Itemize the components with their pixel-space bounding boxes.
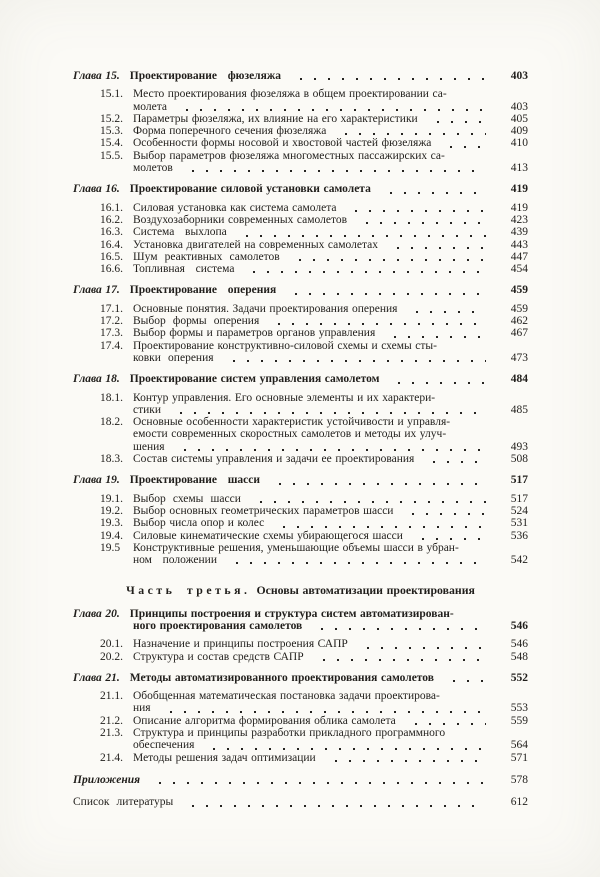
- toc-item-entry: [73, 690, 528, 715]
- page-number: 409: [510, 125, 528, 138]
- entry-label: 15.3.: [100, 125, 123, 138]
- entry-label: 19.3.: [100, 517, 123, 530]
- entry-text: Конструктивные решения, уменьшающие объемы шасси в убран-: [133, 541, 459, 554]
- toc-row: [73, 327, 528, 339]
- dot-leader: [345, 202, 486, 214]
- entry-label: 18.3.: [100, 453, 123, 466]
- dot-leader: [226, 554, 486, 566]
- dot-leader: [380, 183, 486, 195]
- toc-item-entry: [73, 137, 528, 149]
- part-title: Основы автоматизации проектирования: [256, 583, 475, 598]
- dot-leader: [223, 352, 486, 364]
- dot-leader: [356, 214, 486, 226]
- toc-item-entry: [73, 416, 528, 453]
- toc-row: [73, 542, 528, 554]
- entry-text: Топливная система: [133, 263, 235, 276]
- toc-item-entry: [73, 542, 528, 567]
- dot-leader: [285, 284, 486, 296]
- entry-text: Проектирование фюзеляжа: [129, 70, 281, 82]
- toc-row: [73, 373, 528, 385]
- toc-item-entry: [73, 202, 528, 214]
- toc-row: [73, 608, 528, 620]
- entry-label: 15.1.: [100, 88, 123, 101]
- toc-row: [73, 162, 528, 174]
- entry-text: Форма поперечного сечения фюзеляжа: [133, 125, 327, 138]
- entry-label: 18.2.: [100, 416, 123, 429]
- page-number: 571: [510, 751, 528, 764]
- entry-text: Особенности формы носовой и хвостовой частей фюзеляжа: [133, 137, 432, 150]
- dot-leader: [402, 505, 486, 517]
- entry-text: Выбор формы оперения: [133, 315, 260, 328]
- page-number: 508: [510, 453, 528, 466]
- page-number: 548: [510, 650, 528, 663]
- toc-item-entry: [73, 113, 528, 125]
- toc-row: [73, 474, 528, 486]
- toc-row: [73, 202, 528, 214]
- page-number: 552: [510, 671, 528, 684]
- toc-chapter-entry: [73, 70, 528, 82]
- dot-leader: [182, 796, 486, 808]
- entry-text: Состав системы управления и задачи ее проектирования: [133, 453, 415, 466]
- dot-leader: [384, 327, 486, 339]
- toc-part-heading: [73, 584, 528, 596]
- entry-text: Шум реактивных самолетов: [133, 250, 280, 263]
- toc-row: [73, 113, 528, 125]
- entry-label: Глава 19.: [73, 474, 120, 487]
- toc-row: [73, 727, 528, 739]
- entry-text: Структура и принципы разработки прикладного программного: [133, 727, 446, 740]
- toc-row: [73, 226, 528, 238]
- entry-label: 21.3.: [100, 727, 123, 740]
- toc-item-entry: [73, 392, 528, 417]
- entry-label: 16.2.: [100, 213, 123, 226]
- toc-item-entry: [73, 752, 528, 764]
- entry-label: 21.1.: [100, 690, 123, 703]
- dot-leader: [290, 70, 486, 82]
- page-number: 410: [510, 137, 528, 150]
- toc-item-entry: [73, 340, 528, 365]
- entry-text: обеспечения: [133, 739, 195, 752]
- entry-text: молета: [133, 100, 167, 113]
- page-number: 459: [510, 284, 528, 297]
- dot-leader: [289, 251, 486, 263]
- dot-leader: [335, 125, 486, 137]
- dot-leader: [176, 101, 486, 113]
- dot-leader: [203, 739, 486, 751]
- entry-text: Описание алгоритма формирования облика самолета: [133, 714, 396, 727]
- toc-chapter-entry: [73, 474, 528, 486]
- dot-leader: [427, 113, 486, 125]
- dot-leader: [423, 453, 486, 465]
- page-number: 473: [510, 351, 528, 364]
- entry-label: 15.5.: [100, 149, 123, 162]
- entry-label: 16.5.: [100, 250, 123, 263]
- toc-item-entry: [73, 125, 528, 137]
- toc-item-entry: [73, 263, 528, 275]
- toc-row: [73, 150, 528, 162]
- toc-item-entry: [73, 638, 528, 650]
- entry-text: Выбор параметров фюзеляжа многоместных пассажирских са-: [133, 149, 445, 162]
- entry-label: Глава 15.: [73, 70, 120, 82]
- page-number: 443: [510, 238, 528, 251]
- entry-label: Глава 21.: [73, 671, 120, 684]
- toc-item-entry: [73, 214, 528, 226]
- toc-row: [73, 796, 528, 808]
- page-number: 419: [510, 183, 528, 196]
- toc-row: [73, 416, 528, 428]
- page-number: 467: [510, 327, 528, 340]
- entry-label: 19.4.: [100, 529, 123, 542]
- dot-leader: [250, 493, 486, 505]
- entry-label: 19.1.: [100, 492, 123, 505]
- toc-item-entry: [73, 505, 528, 517]
- page-number: 524: [510, 504, 528, 517]
- toc-row: [73, 638, 528, 650]
- toc-item-entry: [73, 239, 528, 251]
- toc-item-entry: [73, 303, 528, 315]
- entry-text: Проектирование оперения: [129, 284, 277, 297]
- entry-label: 16.1.: [100, 201, 123, 214]
- toc-row: [73, 715, 528, 727]
- entry-text: Выбор формы и параметров органов управления: [133, 327, 376, 340]
- page-number: 447: [510, 250, 528, 263]
- dot-leader: [182, 162, 486, 174]
- toc-item-entry: [73, 493, 528, 505]
- toc-row: [73, 739, 528, 751]
- entry-text: ния: [133, 702, 151, 715]
- toc-item-entry: [73, 651, 528, 663]
- dot-leader: [405, 715, 486, 727]
- entry-text: Основные понятия. Задачи проектирования оперения: [133, 302, 398, 315]
- entry-label: 21.2.: [100, 714, 123, 727]
- dot-leader: [440, 137, 486, 149]
- entry-text: емости современных скоростных самолетов и методы их улуч-: [133, 428, 447, 441]
- toc-item-entry: [73, 226, 528, 238]
- toc-item-entry: [73, 315, 528, 327]
- entry-text: Методы решения задач оптимизации: [133, 751, 316, 764]
- dot-leader: [357, 638, 486, 650]
- entry-text: Установка двигателей на современных самолетах: [133, 238, 378, 251]
- entry-text: Обобщенная математическая постановка задачи проектирова-: [133, 690, 440, 703]
- toc-row: [73, 774, 528, 786]
- entry-text: Принципы построения и структура систем автоматизирован-: [129, 607, 454, 620]
- toc-row: [73, 702, 528, 714]
- page-number: 485: [510, 403, 528, 416]
- dot-leader: [149, 774, 486, 786]
- entry-label: 20.2.: [100, 650, 123, 663]
- toc-item-entry: [73, 88, 528, 113]
- toc-backmatter-entry: [73, 796, 528, 808]
- dot-leader: [273, 517, 486, 529]
- entry-text: молетов: [133, 162, 173, 175]
- dot-leader: [170, 404, 486, 416]
- toc-row: [73, 620, 528, 632]
- page-number: 578: [510, 773, 528, 786]
- entry-label: 16.3.: [100, 226, 123, 239]
- entry-label: Глава 16.: [73, 183, 120, 196]
- page-number: 553: [510, 702, 528, 715]
- page-number: 542: [510, 554, 528, 567]
- toc-chapter-entry: [73, 183, 528, 195]
- page-number: 536: [510, 529, 528, 542]
- toc-row: [73, 651, 528, 663]
- entry-label: Глава 20.: [73, 607, 120, 620]
- entry-text: Основные особенности характеристик устойчивости и управля-: [133, 416, 451, 429]
- toc-row: [73, 404, 528, 416]
- entry-text: Контур управления. Его основные элементы и их характери-: [133, 391, 436, 404]
- page-number: 439: [510, 226, 528, 239]
- page-number: 546: [510, 619, 528, 632]
- toc-row: [73, 392, 528, 404]
- dot-leader: [160, 702, 486, 714]
- page-number: 546: [510, 638, 528, 651]
- dot-leader: [412, 530, 486, 542]
- toc-row: [73, 493, 528, 505]
- entry-label: 15.2.: [100, 112, 123, 125]
- entry-text: Параметры фюзеляжа, их влияние на его характеристики: [133, 112, 418, 125]
- toc-row: [73, 101, 528, 113]
- entry-text: Силовые кинематические схемы убирающегося шасси: [133, 529, 403, 542]
- toc-row: [73, 453, 528, 465]
- toc-item-entry: [73, 727, 528, 752]
- dot-leader: [388, 373, 486, 385]
- toc-row: [73, 263, 528, 275]
- page-number: 531: [510, 517, 528, 530]
- toc-row: [73, 505, 528, 517]
- toc-row: [73, 530, 528, 542]
- entry-text: Проектирование силовой установки самолета: [129, 183, 371, 196]
- dot-leader: [174, 441, 486, 453]
- dot-leader: [387, 239, 486, 251]
- entry-text: Воздухозаборники современных самолетов: [133, 213, 348, 226]
- page-number: 559: [510, 714, 528, 727]
- entry-label: 17.4.: [100, 339, 123, 352]
- entry-text: Методы автоматизированного проектирования самолетов: [129, 671, 434, 684]
- entry-label: 17.1.: [100, 302, 123, 315]
- entry-text: шения: [133, 440, 165, 453]
- entry-text: ковки оперения: [133, 351, 214, 364]
- dot-leader: [269, 474, 486, 486]
- toc-row: [73, 441, 528, 453]
- toc-row: [73, 340, 528, 352]
- dot-leader: [443, 672, 486, 684]
- entry-text: Место проектирования фюзеляжа в общем проектировании са-: [133, 88, 447, 101]
- toc-chapter-entry: [73, 672, 528, 684]
- entry-label: Глава 18.: [73, 373, 120, 386]
- entry-label: 15.4.: [100, 137, 123, 150]
- toc-row: [73, 428, 528, 440]
- entry-text: Выбор схемы шасси: [133, 492, 241, 505]
- toc-row: [73, 137, 528, 149]
- toc-chapter-entry: [73, 284, 528, 296]
- page-number: 419: [510, 201, 528, 214]
- entry-text: ном положении: [133, 554, 217, 567]
- toc-row: [73, 315, 528, 327]
- toc-item-entry: [73, 715, 528, 727]
- dot-leader: [311, 620, 486, 632]
- entry-label: 21.4.: [100, 751, 123, 764]
- entry-text: стики: [133, 403, 162, 416]
- entry-text: Проектирование шасси: [129, 474, 261, 487]
- dot-leader: [268, 315, 486, 327]
- page-number: 403: [510, 70, 528, 82]
- dot-leader: [406, 303, 486, 315]
- entry-text: Выбор основных геометрических параметров шасси: [133, 504, 394, 517]
- entry-text: Проектирование конструктивно-силовой схемы и схемы сты-: [133, 339, 437, 352]
- toc-chapter-entry: [73, 373, 528, 385]
- page-number: 517: [510, 492, 528, 505]
- toc-row: [73, 517, 528, 529]
- entry-label: Глава 17.: [73, 284, 120, 297]
- toc-row: [73, 672, 528, 684]
- toc-row: [73, 125, 528, 137]
- toc-item-entry: [73, 530, 528, 542]
- dot-leader: [325, 752, 486, 764]
- page-number: 423: [510, 213, 528, 226]
- toc-item-entry: [73, 150, 528, 175]
- toc-item-entry: [73, 327, 528, 339]
- entry-label: 16.6.: [100, 263, 123, 276]
- page-number: 612: [510, 796, 528, 809]
- entry-text: Назначение и принципы построения САПР: [133, 638, 348, 651]
- entry-label: 19.5: [100, 541, 121, 554]
- toc-row: [73, 183, 528, 195]
- entry-label: 17.3.: [100, 327, 123, 340]
- entry-text: Приложения: [73, 773, 141, 786]
- toc-row: [73, 284, 528, 296]
- entry-label: 16.4.: [100, 238, 123, 251]
- toc-chapter-entry: [73, 608, 528, 633]
- part-label: Часть третья.: [126, 583, 251, 598]
- toc-row: [73, 251, 528, 263]
- entry-label: 17.2.: [100, 315, 123, 328]
- entry-label: 18.1.: [100, 391, 123, 404]
- page-number: 462: [510, 315, 528, 328]
- page-number: 405: [510, 112, 528, 125]
- entry-label: 20.1.: [100, 638, 123, 651]
- toc-row: [73, 70, 528, 82]
- dot-leader: [236, 226, 486, 238]
- entry-label: 19.2.: [100, 504, 123, 517]
- toc-item-entry: [73, 251, 528, 263]
- dot-leader: [243, 263, 486, 275]
- dot-leader: [313, 651, 486, 663]
- page-number: 517: [510, 474, 528, 487]
- page-number: 484: [510, 373, 528, 386]
- toc-row: [73, 752, 528, 764]
- page-number: 564: [510, 739, 528, 752]
- entry-text: Выбор числа опор и колес: [133, 517, 265, 530]
- toc-row: [73, 239, 528, 251]
- entry-text: Структура и состав средств САПР: [133, 650, 304, 663]
- toc-row: [73, 554, 528, 566]
- toc-row: [73, 88, 528, 100]
- toc-row: [73, 214, 528, 226]
- entry-text: Проектирование систем управления самолетом: [129, 373, 380, 386]
- page-number: 403: [510, 100, 528, 113]
- toc-backmatter-entry: [73, 774, 528, 786]
- toc-row: [73, 303, 528, 315]
- page-number: 454: [510, 263, 528, 276]
- toc-row: [73, 352, 528, 364]
- toc-item-entry: [73, 517, 528, 529]
- page-number: 459: [510, 302, 528, 315]
- toc-row: [73, 690, 528, 702]
- page-number: 413: [510, 162, 528, 175]
- page-number: 493: [510, 440, 528, 453]
- toc-item-entry: [73, 453, 528, 465]
- entry-text: Список литературы: [73, 796, 174, 809]
- entry-text: ного проектирования самолетов: [133, 619, 303, 632]
- entry-text: Система выхлопа: [133, 226, 227, 239]
- entry-text: Силовая установка как система самолета: [133, 201, 337, 214]
